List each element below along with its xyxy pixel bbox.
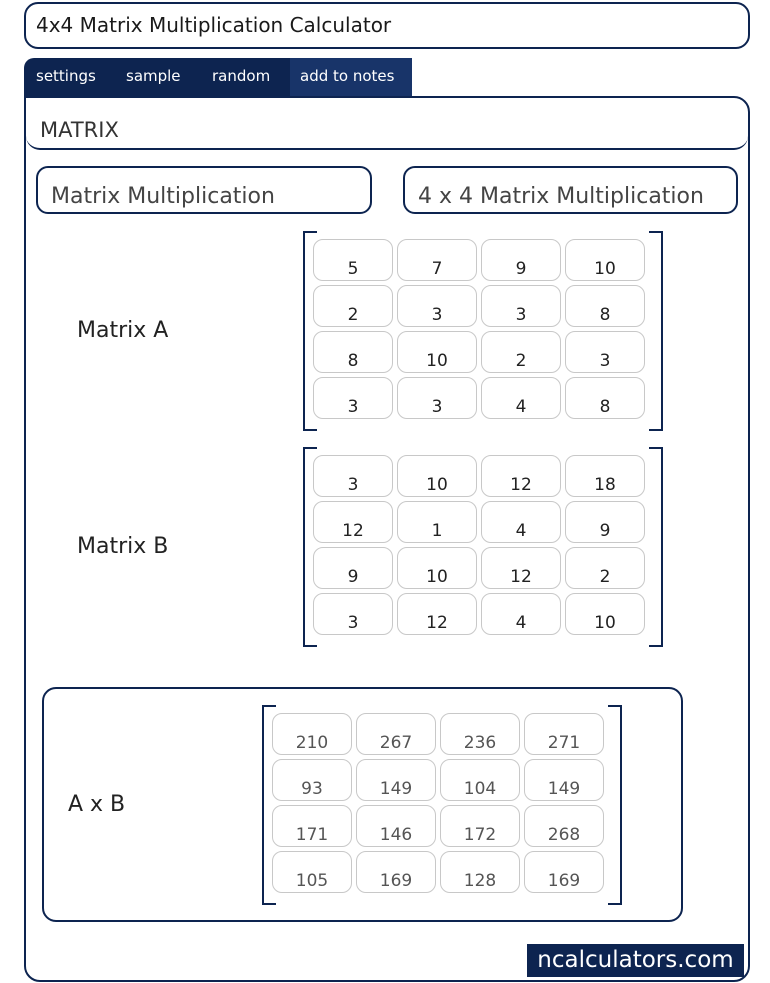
matrix-b-cell-r3c4[interactable]: 2 [565, 547, 645, 589]
brand-logo: ncalculators.com [527, 944, 744, 977]
matrix-a [303, 231, 663, 431]
result-label: A x B [68, 792, 126, 817]
result-matrix [262, 705, 622, 905]
result-cell-r4c4: 169 [524, 851, 604, 893]
result-cell-r1c4: 271 [524, 713, 604, 755]
result-cell-r4c1: 105 [272, 851, 352, 893]
matrix-b-cell-r4c2[interactable]: 12 [397, 593, 477, 635]
matrix-b [303, 447, 663, 647]
matrix-b-cell-r2c1[interactable]: 12 [313, 501, 393, 543]
matrix-b-cell-r2c4[interactable]: 9 [565, 501, 645, 543]
matrix-b-cell-r3c2[interactable]: 10 [397, 547, 477, 589]
result-cell-r2c2: 149 [356, 759, 436, 801]
tab-settings[interactable]: settings [36, 67, 96, 85]
matrix-a-cell-r1c4[interactable]: 10 [565, 239, 645, 281]
result-cell-r1c3: 236 [440, 713, 520, 755]
matrix-b-cell-r1c1[interactable]: 3 [313, 455, 393, 497]
matrix-a-cell-r3c2[interactable]: 10 [397, 331, 477, 373]
matrix-a-cell-r4c4[interactable]: 8 [565, 377, 645, 419]
matrix-a-cell-r2c3[interactable]: 3 [481, 285, 561, 327]
matrix-a-cell-r1c2[interactable]: 7 [397, 239, 477, 281]
matrix-a-cell-r1c3[interactable]: 9 [481, 239, 561, 281]
result-cell-r3c3: 172 [440, 805, 520, 847]
matrix-a-cell-r3c3[interactable]: 2 [481, 331, 561, 373]
tab-bar [24, 58, 412, 96]
result-cell-r2c3: 104 [440, 759, 520, 801]
result-cell-r3c4: 268 [524, 805, 604, 847]
matrix-b-cell-r1c3[interactable]: 12 [481, 455, 561, 497]
result-cell-r3c1: 171 [272, 805, 352, 847]
matrix-a-cell-r4c3[interactable]: 4 [481, 377, 561, 419]
matrix-a-cell-r4c1[interactable]: 3 [313, 377, 393, 419]
result-cell-r1c1: 210 [272, 713, 352, 755]
result-cell-r3c2: 146 [356, 805, 436, 847]
matrix-b-cell-r1c2[interactable]: 10 [397, 455, 477, 497]
matrix-b-cell-r4c1[interactable]: 3 [313, 593, 393, 635]
tab-sample[interactable]: sample [126, 67, 181, 85]
tab-add-to-notes[interactable]: add to notes [290, 58, 412, 96]
matrix-a-cell-r4c2[interactable]: 3 [397, 377, 477, 419]
matrix-a-cell-r1c1[interactable]: 5 [313, 239, 393, 281]
result-cell-r2c4: 149 [524, 759, 604, 801]
matrix-a-label: Matrix A [77, 318, 169, 343]
matrix-a-cell-r2c4[interactable]: 8 [565, 285, 645, 327]
matrix-b-cell-r4c3[interactable]: 4 [481, 593, 561, 635]
matrix-b-grid [313, 455, 653, 639]
result-cell-r4c2: 169 [356, 851, 436, 893]
matrix-a-cell-r3c1[interactable]: 8 [313, 331, 393, 373]
matrix-a-cell-r3c4[interactable]: 3 [565, 331, 645, 373]
result-grid [272, 713, 612, 897]
matrix-a-cell-r2c2[interactable]: 3 [397, 285, 477, 327]
matrix-b-cell-r2c3[interactable]: 4 [481, 501, 561, 543]
page-title: 4x4 Matrix Multiplication Calculator [24, 2, 750, 49]
result-cell-r4c3: 128 [440, 851, 520, 893]
result-cell-r1c2: 267 [356, 713, 436, 755]
matrix-b-cell-r1c4[interactable]: 18 [565, 455, 645, 497]
matrix-b-cell-r3c1[interactable]: 9 [313, 547, 393, 589]
section-title: MATRIX [26, 98, 748, 150]
tab-random[interactable]: random [212, 67, 271, 85]
matrix-b-cell-r3c3[interactable]: 12 [481, 547, 561, 589]
matrix-a-grid [313, 239, 653, 423]
calculation-type-select[interactable]: 4 x 4 Matrix Multiplication [403, 166, 738, 214]
result-cell-r2c1: 93 [272, 759, 352, 801]
matrix-a-cell-r2c1[interactable]: 2 [313, 285, 393, 327]
matrix-b-cell-r2c2[interactable]: 1 [397, 501, 477, 543]
matrix-b-label: Matrix B [77, 534, 169, 559]
matrix-b-cell-r4c4[interactable]: 10 [565, 593, 645, 635]
category-select[interactable]: Matrix Multiplication [36, 166, 372, 214]
